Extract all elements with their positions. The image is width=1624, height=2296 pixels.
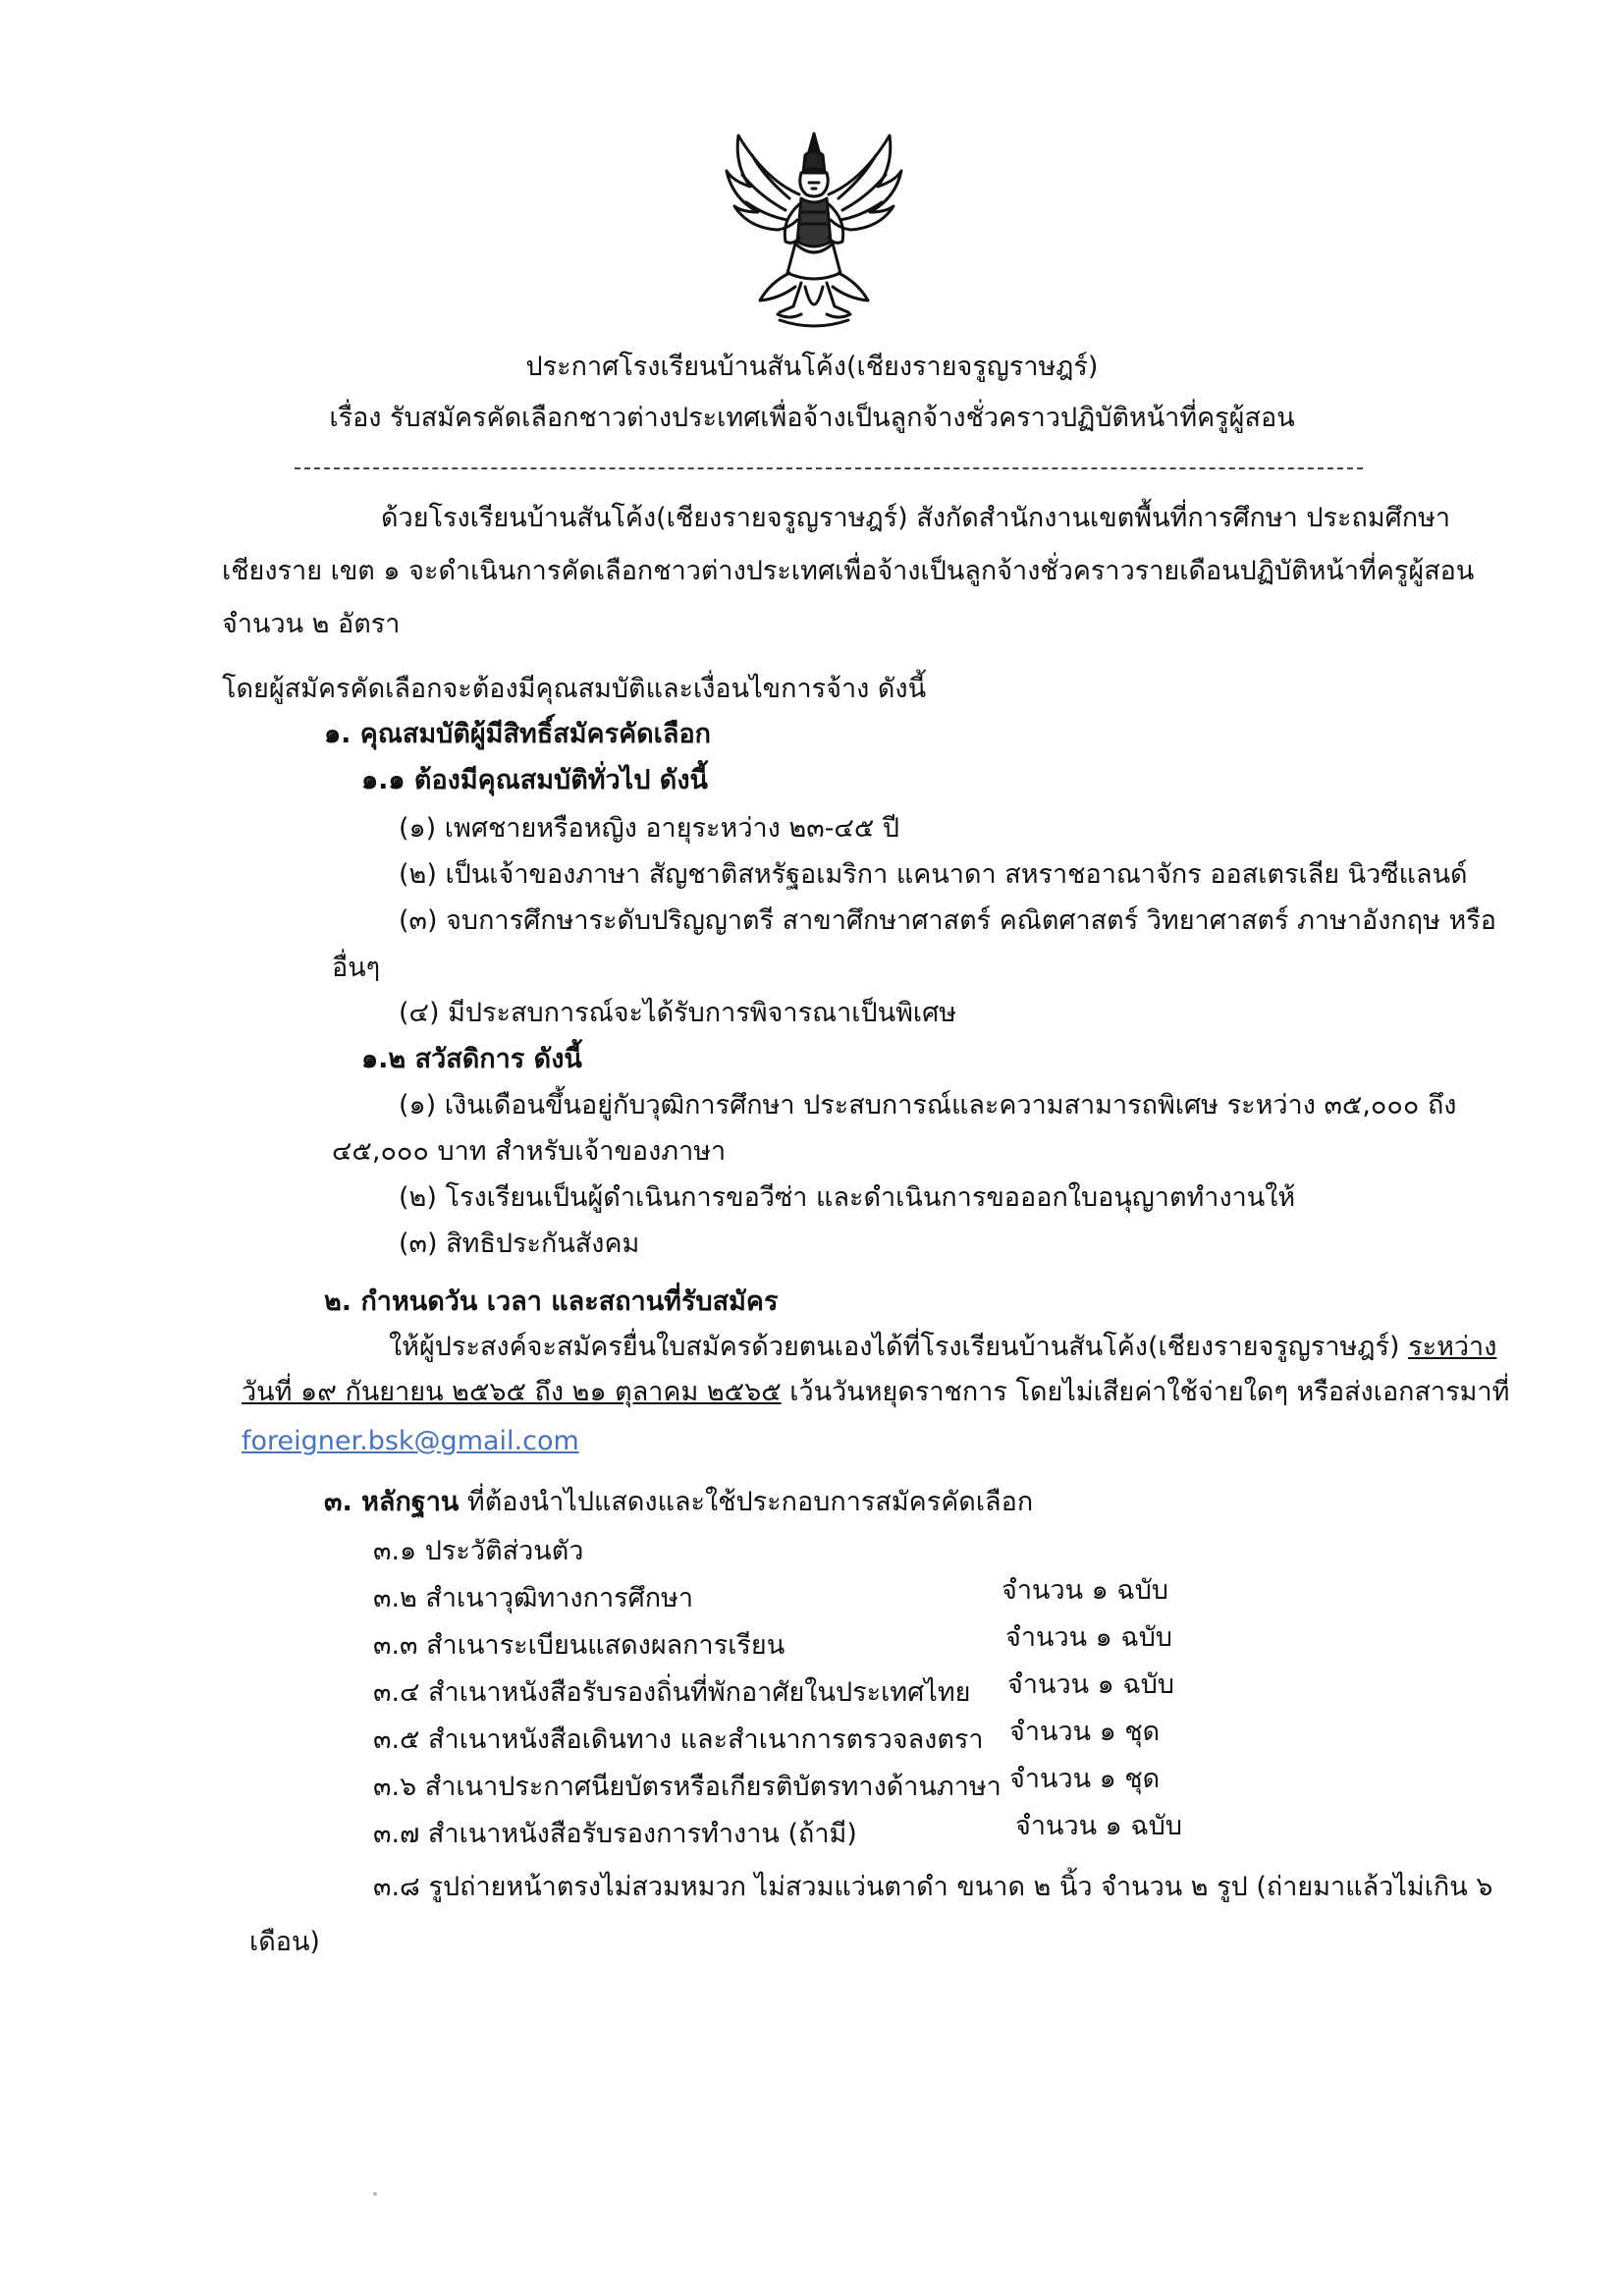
email-line xyxy=(242,1422,579,1461)
document-item-1: ๓.๑ ประวัติส่วนตัว xyxy=(373,1536,584,1566)
welfare-item-1: (๑) เงินเดือนขึ้นอยู่กับวุฒิการศึกษา ประสบการณ์และความสามารถพิเศษ ระหว่าง ๓๕,๐๐๐ ถึง xyxy=(399,1090,1457,1121)
intro-line-2: เชียงราย เขต ๑ จะดำเนินการคัดเลือกชาวต่างประเทศเพื่อจ้างเป็นลูกจ้างชั่วคราวรายเดือนปฏิบัติหน้าที่ครูผู้สอน xyxy=(222,556,1475,586)
document-item-6: ๓.๖ สำเนาประกาศนียบัตรหรือเกียรติบัตรทางด้านภาษา xyxy=(373,1772,1001,1802)
application-line-1 xyxy=(389,1328,1496,1367)
scan-speck xyxy=(373,2192,377,2196)
welfare-item-3: (๓) สิทธิประกันสังคม xyxy=(399,1229,640,1259)
welfare-item-2: (๒) โรงเรียนเป็นผู้ดำเนินการขอวีซ่า และดำเนินการขอออกใบอนุญาตทำงานให้ xyxy=(399,1182,1296,1213)
document-item-3-qty: จำนวน ๑ ฉบับ xyxy=(1005,1622,1173,1653)
document-item-2-qty: จำนวน ๑ ฉบับ xyxy=(1001,1575,1169,1606)
qualification-item-2: (๒) เป็นเจ้าของภาษา สัญชาติสหรัฐอเมริกา แคนาดา สหราชอาณาจักร ออสเตรเลีย นิวซีแลนด์ xyxy=(399,859,1468,890)
section-3-heading-rest: ที่ต้องนำไปแสดงและใช้ประกอบการสมัครคัดเลือก xyxy=(459,1487,1034,1517)
section-2-heading: ๒. กำหนดวัน เวลา และสถานที่รับสมัคร xyxy=(324,1286,779,1317)
header-divider xyxy=(295,467,1363,469)
section-1-1-heading: ๑.๑ ต้องมีคุณสมบัติทั่วไป ดังนี้ xyxy=(361,765,708,795)
contact-email-link[interactable]: foreigner.bsk@gmail.com xyxy=(242,1426,579,1456)
document-item-6-qty: จำนวน ๑ ชุด xyxy=(1009,1764,1161,1794)
document-item-2: ๓.๒ สำเนาวุฒิทางการศึกษา xyxy=(373,1583,694,1613)
section-1-2-heading: ๑.๒ สวัสดิการ ดังนี้ xyxy=(361,1044,582,1074)
application-line-2 xyxy=(242,1373,1509,1412)
document-item-4-qty: จำนวน ๑ ฉบับ xyxy=(1007,1669,1175,1700)
section-3-heading xyxy=(324,1483,1033,1522)
section-1-heading: ๑. คุณสมบัติผู้มีสิทธิ์สมัครคัดเลือก xyxy=(324,719,712,749)
announcement-title: ประกาศโรงเรียนบ้านสันโค้ง(เชียงรายจรูญราษฎร์) xyxy=(525,352,1099,382)
welfare-item-1-cont: ๔๕,๐๐๐ บาท สำหรับเจ้าของภาษา xyxy=(332,1136,727,1167)
application-note: เว้นวันหยุดราชการ โดยไม่เสียค่าใช้จ่ายใดๆ หรือส่งเอกสารมาที่ xyxy=(781,1377,1510,1407)
document-item-5-qty: จำนวน ๑ ชุด xyxy=(1009,1717,1161,1747)
application-period-label: ระหว่าง xyxy=(1408,1332,1497,1362)
document-item-4: ๓.๔ สำเนาหนังสือรับรองถิ่นที่พักอาศัยในประเทศไทย xyxy=(373,1677,971,1708)
conditions-intro: โดยผู้สมัครคัดเลือกจะต้องมีคุณสมบัติและเงื่อนไขการจ้าง ดังนี้ xyxy=(222,674,927,704)
garuda-emblem-icon xyxy=(721,126,907,332)
section-3-heading-bold: ๓. หลักฐาน xyxy=(324,1487,460,1517)
document-item-3: ๓.๓ สำเนาระเบียนแสดงผลการเรียน xyxy=(373,1630,785,1661)
document-item-8-cont: เดือน) xyxy=(249,1927,320,1957)
document-item-7-qty: จำนวน ๑ ฉบับ xyxy=(1015,1811,1183,1841)
intro-line-3: จำนวน ๒ อัตรา xyxy=(222,609,401,639)
document-item-7: ๓.๗ สำเนาหนังสือรับรองการทำงาน (ถ้ามี) xyxy=(373,1819,857,1849)
qualification-item-3: (๓) จบการศึกษาระดับปริญญาตรี สาขาศึกษาศาสตร์ คณิตศาสตร์ วิทยาศาสตร์ ภาษาอังกฤษ หรือ xyxy=(399,905,1497,936)
qualification-item-4: (๔) มีประสบการณ์จะได้รับการพิจารณาเป็นพิเศษ xyxy=(399,998,957,1028)
qualification-item-1: (๑) เพศชายหรือหญิง อายุระหว่าง ๒๓-๔๕ ปี xyxy=(399,813,900,844)
announcement-subject: เรื่อง รับสมัครคัดเลือกชาวต่างประเทศเพื่อจ้างเป็นลูกจ้างชั่วคราวปฏิบัติหน้าที่ครูผู้สอน xyxy=(329,403,1295,433)
document-item-8: ๓.๘ รูปถ่ายหน้าตรงไม่สวมหมวก ไม่สวมแว่นตาดำ ขนาด ๒ นิ้ว จำนวน ๒ รูป (ถ่ายมาแล้วไม่เกิน ๖ xyxy=(373,1872,1493,1902)
intro-line-1: ด้วยโรงเรียนบ้านสันโค้ง(เชียงรายจรูญราษฎร์) สังกัดสำนักงานเขตพื้นที่การศึกษา ประถมศึกษา xyxy=(381,503,1451,533)
application-dates: วันที่ ๑๙ กันยายน ๒๕๖๕ ถึง ๒๑ ตุลาคม ๒๕๖๕ xyxy=(242,1377,782,1407)
qualification-item-3-cont: อื่นๆ xyxy=(332,953,381,983)
application-place: ให้ผู้ประสงค์จะสมัครยื่นใบสมัครด้วยตนเองได้ที่โรงเรียนบ้านสันโค้ง(เชียงรายจรูญราษฎร์) xyxy=(389,1332,1400,1362)
document-item-5: ๓.๕ สำเนาหนังสือเดินทาง และสำเนาการตรวจลงตรา xyxy=(373,1724,984,1755)
